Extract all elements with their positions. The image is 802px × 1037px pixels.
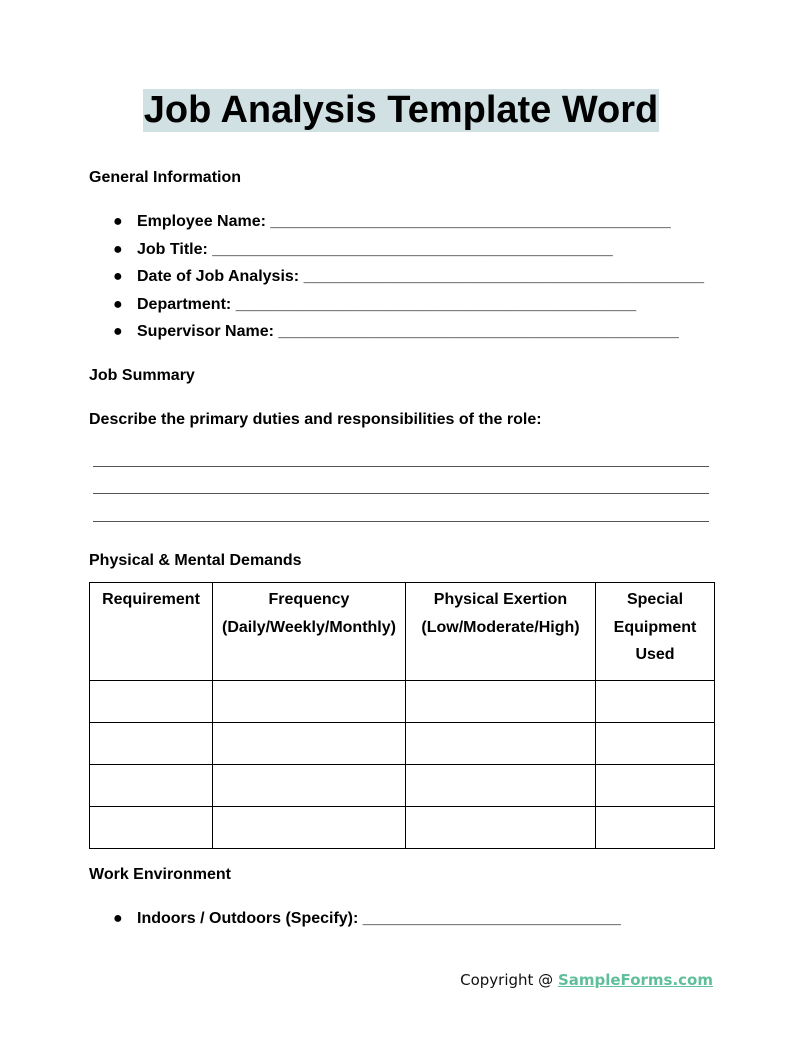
header-line: (Low/Moderate/High) — [421, 618, 580, 636]
header-line: Special — [626, 591, 684, 608]
field-label: Employee Name: — [137, 213, 266, 230]
column-header-frequency — [213, 583, 406, 681]
table-cell[interactable] — [406, 723, 596, 765]
table-cell[interactable] — [90, 765, 213, 807]
table-row — [90, 723, 715, 765]
page-title: Job Analysis Template Word — [143, 89, 659, 131]
table-cell[interactable] — [406, 681, 596, 723]
table-cell[interactable] — [90, 681, 213, 723]
header-line: Frequency — [268, 591, 350, 608]
table-cell[interactable] — [213, 681, 406, 723]
general-information-list — [113, 208, 704, 346]
column-header-requirement — [90, 583, 213, 681]
indoors-outdoors-field[interactable] — [113, 905, 621, 933]
table-row — [90, 765, 715, 807]
bullet-icon: ● — [113, 910, 123, 927]
column-header-special-equipment — [596, 583, 715, 681]
field-blank: _____________________________________________ — [278, 323, 679, 340]
table-cell[interactable] — [90, 723, 213, 765]
physical-mental-demands-heading: Physical & Mental Demands — [89, 552, 302, 569]
general-information-heading: General Information — [89, 169, 242, 186]
work-environment-heading: Work Environment — [89, 866, 231, 883]
table-cell[interactable] — [213, 723, 406, 765]
summary-answer-line[interactable] — [93, 521, 709, 522]
bullet-icon: ● — [113, 213, 123, 230]
table-header-row — [90, 583, 715, 681]
table-cell[interactable] — [213, 807, 406, 849]
field-blank: _____________________________________________ — [303, 268, 704, 285]
bullet-icon: ● — [113, 295, 123, 313]
header-line: Physical Exertion — [433, 591, 568, 608]
copyright-footer — [460, 970, 713, 990]
field-blank: _____________________________________________ — [235, 295, 637, 313]
field-label: Supervisor Name: — [137, 323, 274, 340]
field-blank: _____________________________________________ — [270, 213, 671, 230]
table-cell[interactable] — [213, 765, 406, 807]
header-line: (Daily/Weekly/Monthly) — [222, 618, 396, 636]
header-line: Used — [635, 646, 675, 663]
table-cell[interactable] — [406, 765, 596, 807]
header-line: Equipment — [613, 618, 697, 636]
table-cell[interactable] — [90, 807, 213, 849]
field-label: Department: — [137, 295, 232, 313]
field-label: Date of Job Analysis: — [137, 268, 300, 285]
summary-answer-line[interactable] — [93, 466, 709, 467]
field-blank: _____________________________ — [362, 910, 621, 927]
job-summary-heading: Job Summary — [89, 367, 195, 384]
work-environment-list — [113, 905, 621, 933]
field-label: Indoors / Outdoors (Specify): — [137, 910, 359, 927]
job-summary-prompt: Describe the primary duties and responsibilities of the role: — [89, 411, 542, 428]
table-cell[interactable] — [596, 723, 715, 765]
bullet-icon: ● — [113, 323, 123, 340]
summary-answer-line[interactable] — [93, 493, 709, 494]
field-label: Job Title: — [137, 240, 208, 258]
department-field[interactable] — [113, 291, 704, 319]
table-cell[interactable] — [596, 807, 715, 849]
demands-table — [89, 582, 715, 849]
brand-link[interactable]: SampleForms.com — [557, 971, 713, 989]
header-line: Requirement — [102, 591, 200, 608]
title-wrap — [0, 89, 802, 132]
table-row — [90, 681, 715, 723]
copyright-prefix: Copyright @ — [460, 971, 558, 989]
supervisor-name-field[interactable] — [113, 318, 704, 346]
table-cell[interactable] — [406, 807, 596, 849]
date-of-job-analysis-field[interactable] — [113, 263, 704, 291]
bullet-icon: ● — [113, 268, 123, 285]
table-cell[interactable] — [596, 765, 715, 807]
column-header-physical-exertion — [406, 583, 596, 681]
field-blank: _____________________________________________ — [212, 240, 613, 258]
bullet-icon: ● — [113, 240, 123, 258]
employee-name-field[interactable] — [113, 208, 704, 236]
table-cell[interactable] — [596, 681, 715, 723]
table-row — [90, 807, 715, 849]
job-title-field[interactable] — [113, 236, 704, 264]
